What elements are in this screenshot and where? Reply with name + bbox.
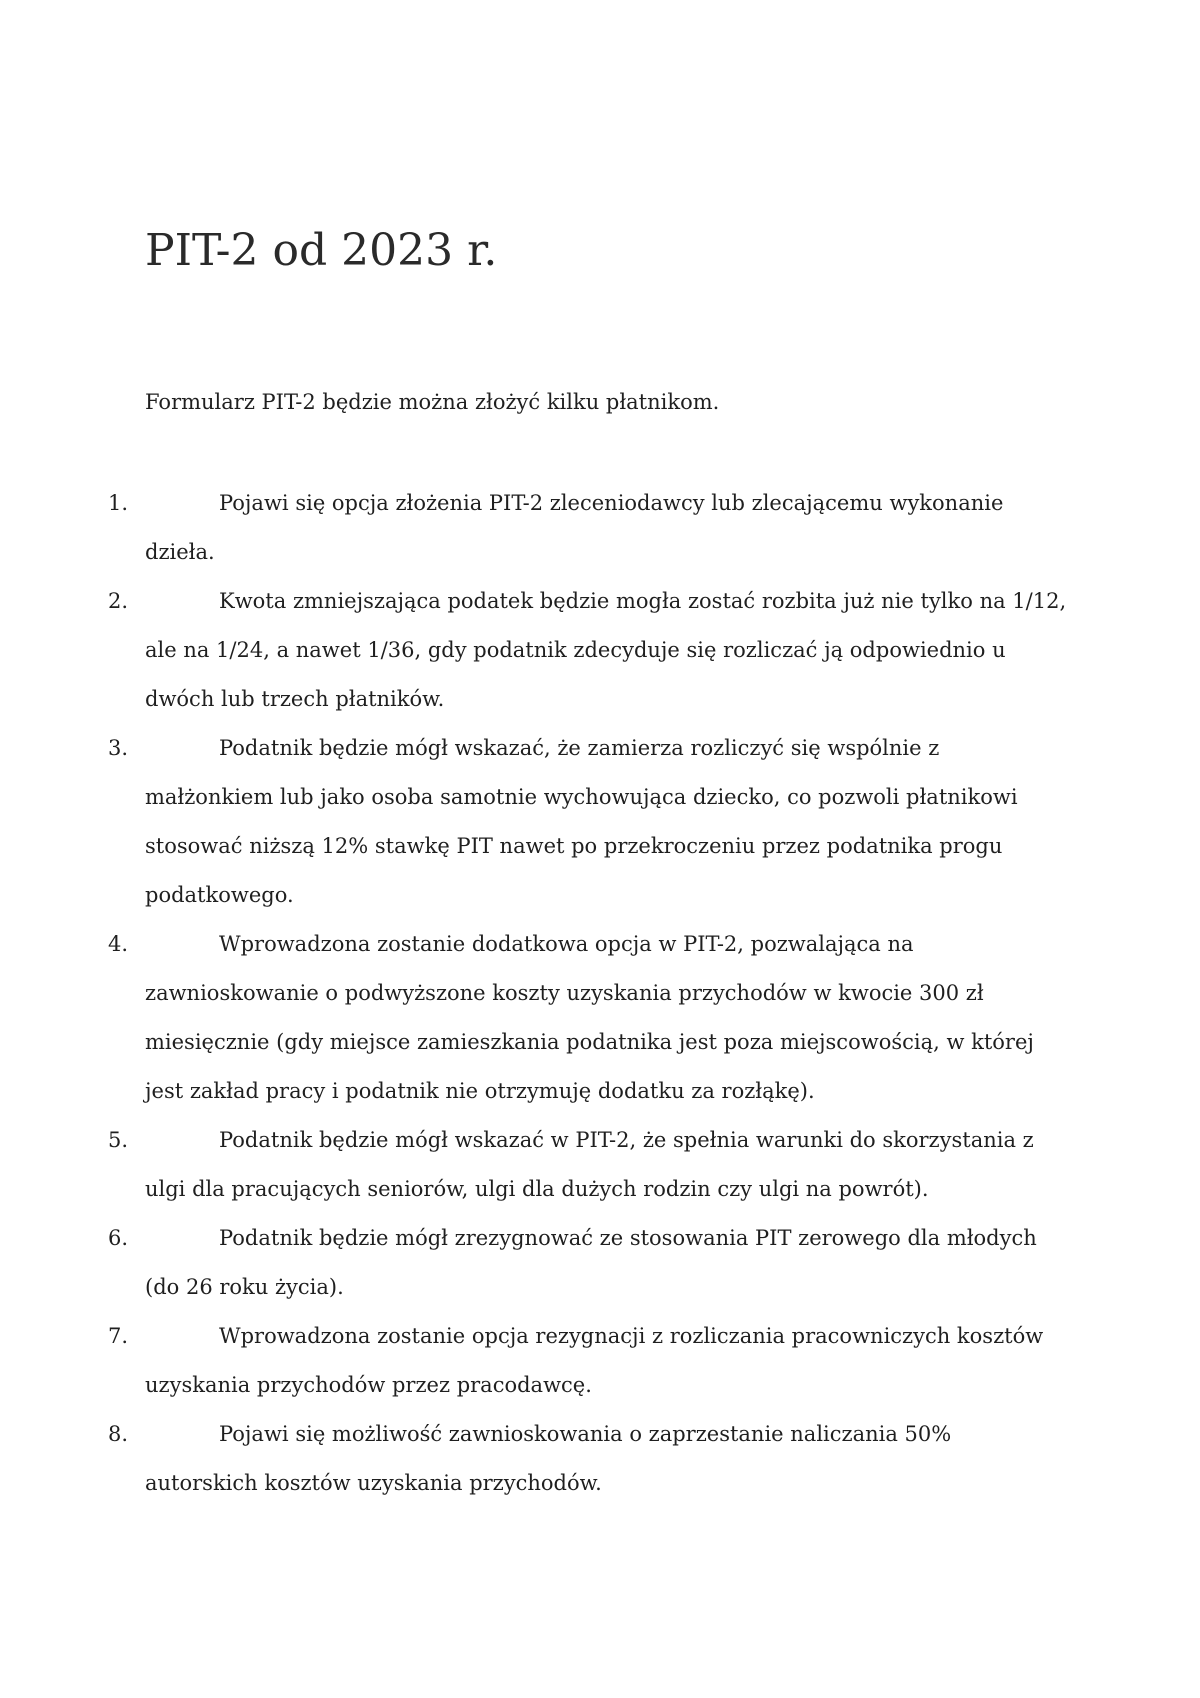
list-item-number: 8.: [108, 1422, 129, 1446]
list-item-number: 5.: [108, 1128, 129, 1152]
list-item: [108, 1312, 1070, 1410]
intro-paragraph: Formularz PIT-2 będzie można złożyć kilku płatnikom.: [145, 390, 720, 414]
list-item-text: Wprowadzona zostanie opcja rezygnacji z rozliczania pracowniczych kosztów uzyskania przychodów przez pracodawcę.: [145, 1324, 1044, 1397]
page-title: PIT-2 od 2023 r.: [145, 225, 498, 276]
list-item-text: Podatnik będzie mógł zrezygnować ze stosowania PIT zerowego dla młodych (do 26 roku życia).: [145, 1226, 1037, 1299]
list-item: [108, 724, 1070, 920]
list-item: [108, 577, 1070, 724]
list-item-text: Podatnik będzie mógł wskazać w PIT-2, że spełnia warunki do skorzystania z ulgi dla pracujących seniorów, ulgi dla dużych rodzin czy ulgi na powrót).: [145, 1128, 1034, 1201]
list-item: [108, 1410, 1070, 1508]
numbered-list: [108, 479, 1070, 1508]
list-item: [108, 1116, 1070, 1214]
list-item-number: 4.: [108, 932, 129, 956]
list-item-number: 1.: [108, 491, 129, 515]
list-item-number: 6.: [108, 1226, 129, 1250]
list-item-number: 2.: [108, 589, 129, 613]
list-item-number: 3.: [108, 736, 129, 760]
list-item-number: 7.: [108, 1324, 129, 1348]
list-item-text: Wprowadzona zostanie dodatkowa opcja w PIT-2, pozwalająca na zawnioskowanie o podwyższone koszty uzyskania przychodów w kwocie 300 zł miesięcznie (gdy miejsce zamieszkania podatnika jest poza miejscowością, w której jest zakład pracy i podatnik nie otrzymuję dodatku za rozłąkę).: [145, 932, 1034, 1103]
list-item: [108, 479, 1070, 577]
list-item: [108, 1214, 1070, 1312]
list-item-text: Pojawi się opcja złożenia PIT-2 zleceniodawcy lub zlecającemu wykonanie dzieła.: [145, 491, 1004, 564]
list-item-text: Kwota zmniejszająca podatek będzie mogła zostać rozbita już nie tylko na 1/12, ale na 1/24, a nawet 1/36, gdy podatnik zdecyduje się rozliczać ją odpowiednio u dwóch lub trzech płatników.: [145, 589, 1067, 711]
list-item-text: Podatnik będzie mógł wskazać, że zamierza rozliczyć się wspólnie z małżonkiem lub jako osoba samotnie wychowująca dziecko, co pozwoli płatnikowi stosować niższą 12% stawkę PIT nawet po przekroczeniu przez podatnika progu podatkowego.: [145, 736, 1018, 907]
list-item: [108, 920, 1070, 1116]
list-item-text: Pojawi się możliwość zawnioskowania o zaprzestanie naliczania 50% autorskich kosztów uzyskania przychodów.: [145, 1422, 952, 1495]
